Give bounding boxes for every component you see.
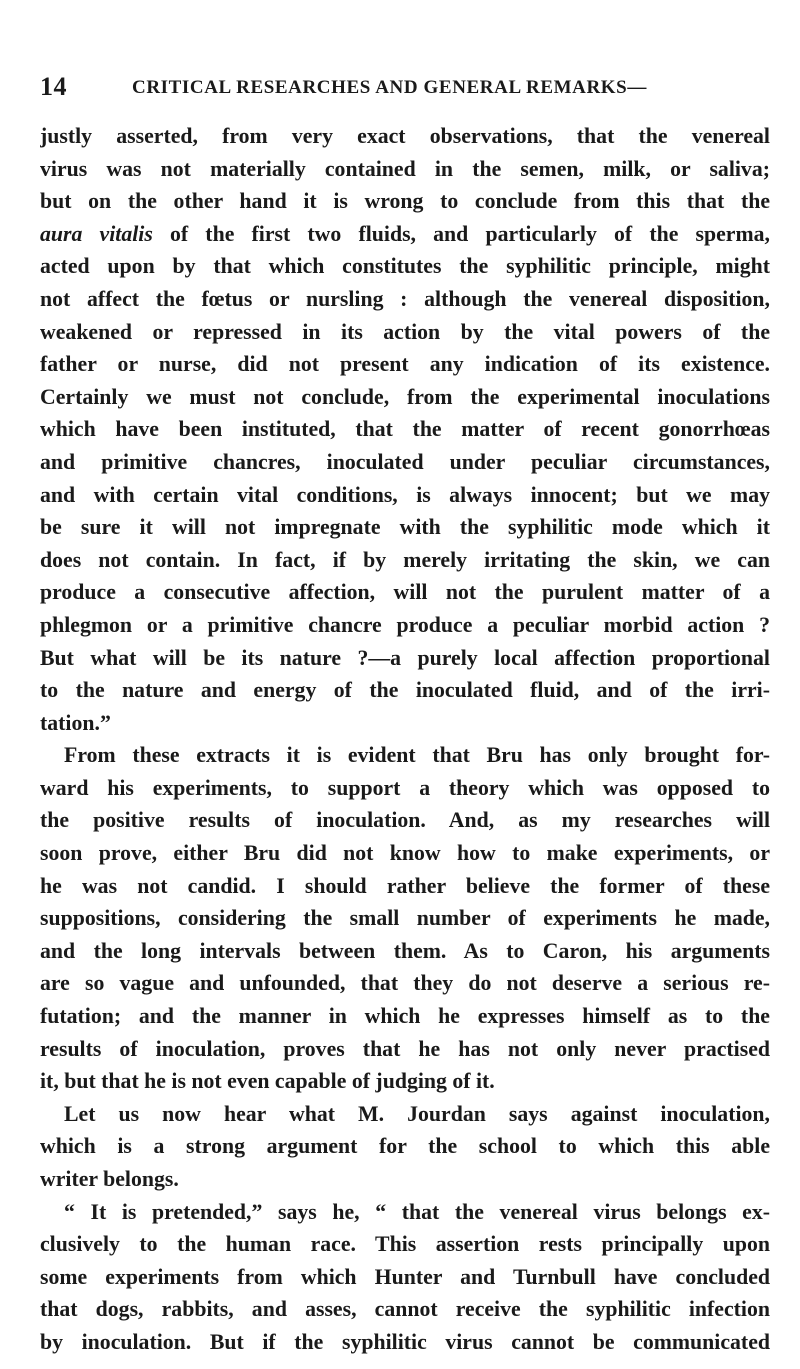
text-line: some experiments from which Hunter and Turnbull have concluded [40,1264,770,1289]
text-line: soon prove, either Bru did not know how to make experiments, or [40,841,770,866]
text-line [40,218,770,251]
text-line: acted upon by that which constitutes the syphilitic principle, might [40,254,770,279]
text-line: Let us now hear what M. Jourdan says against inoculation, [64,1101,770,1126]
text-line: and with certain vital conditions, is always innocent; but we may [40,482,770,507]
text-line: writer belongs. [40,1167,179,1191]
text-segment: of the first two fluids, and particularly of the sperma, [152,221,770,246]
text-line: it, but that he is not even capable of judging of it. [40,1069,495,1094]
text-line: From these extracts it is evident that Bru has only brought for- [64,743,770,768]
text-line: he was not candid. I should rather believe the former of these [40,873,770,898]
italic-term: aura vitalis [40,221,153,246]
text-line: which is a strong argument for the school to which this able [40,1134,770,1159]
text-line: ward his experiments, to support a theory which was opposed to [40,775,770,800]
text-line: results of inoculation, proves that he has not only never practised [40,1036,770,1061]
text-line: are so vague and unfounded, that they do not deserve a serious re- [40,971,770,996]
text-line: produce a consecutive affection, will not the purulent matter of a [40,580,770,605]
text-line: the positive results of inoculation. And, as my researches will [40,808,770,833]
text-line: to the nature and energy of the inoculated fluid, and of the irri- [40,678,770,703]
text-line: But what will be its nature ?—a purely local affection proportional [40,645,770,670]
text-line: weakened or repressed in its action by the vital powers of the [40,319,770,344]
text-line: Certainly we must not conclude, from the experimental inoculations [40,384,770,409]
text-line: “ It is pretended,” says he, “ that the venereal virus belongs ex- [64,1199,770,1224]
text-line: that dogs, rabbits, and asses, cannot receive the syphilitic infection [40,1297,770,1322]
text-line: by inoculation. But if the syphilitic virus cannot be communicated [40,1329,770,1354]
text-line: futation; and the manner in which he expresses himself as to the [40,1004,770,1029]
page-header [40,72,770,108]
running-head: CRITICAL RESEARCHES AND GENERAL REMARKS— [132,77,647,98]
text-line: and the long intervals between them. As to Caron, his arguments [40,938,770,963]
text-line: but on the other hand it is wrong to conclude from this that the [40,189,770,214]
body-text [40,120,770,1359]
text-line: clusively to the human race. This assertion rests principally upon [40,1232,770,1257]
text-line: phlegmon or a primitive chancre produce a peculiar morbid action ? [40,612,770,637]
text-line: and primitive chancres, inoculated under peculiar circumstances, [40,449,770,474]
text-line: tation.” [40,710,111,735]
text-line: suppositions, considering the small number of experiments he made, [40,906,770,931]
text-line: be sure it will not impregnate with the syphilitic mode which it [40,515,770,540]
text-line: which have been instituted, that the matter of recent gonorrhœas [40,417,770,442]
page-number: 14 [40,72,67,101]
text-line: does not contain. In fact, if by merely irritating the skin, we can [40,547,770,572]
text-line: not affect the fœtus or nursling : although the venereal disposition, [40,286,770,311]
text-line: virus was not materially contained in the semen, milk, or saliva; [40,156,770,181]
text-line: father or nurse, did not present any indication of its existence. [40,352,770,377]
text-line: justly asserted, from very exact observations, that the venereal [40,124,770,148]
